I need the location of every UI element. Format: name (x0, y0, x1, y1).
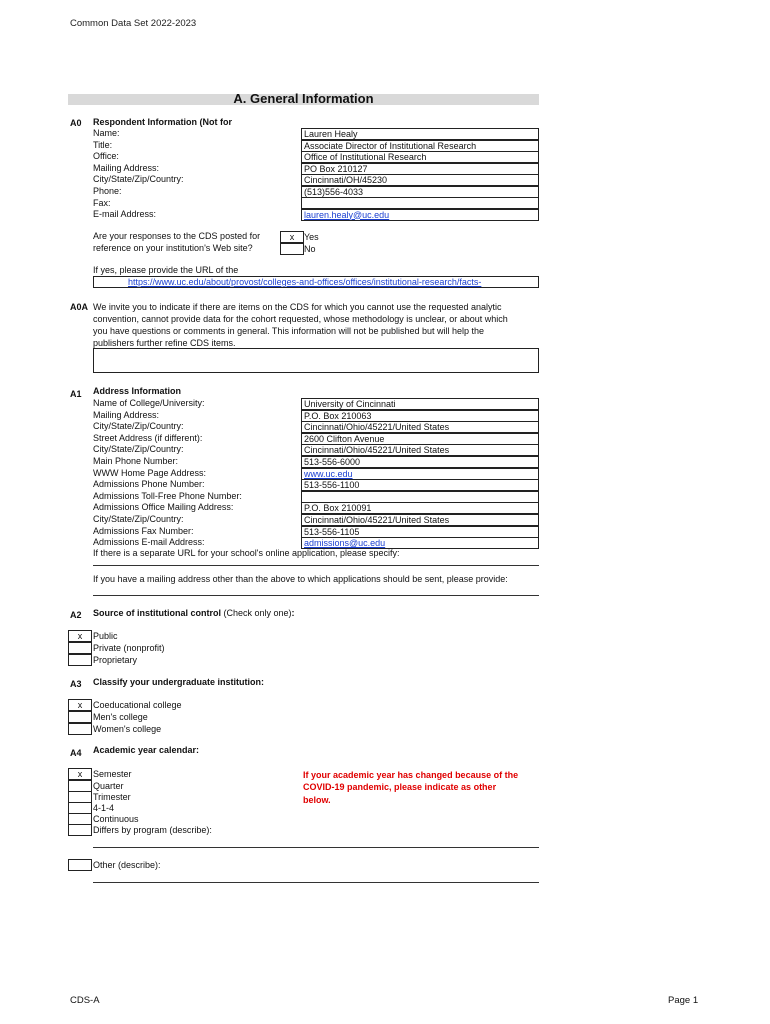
calendar-other-checkbox[interactable] (68, 859, 92, 871)
a0-label: City/State/Zip/Country: (93, 174, 184, 185)
a0a-line4: publishers further refine CDS items. (93, 338, 236, 348)
posted-question-line1: Are your responses to the CDS posted for (93, 231, 261, 241)
a1-fax-field[interactable]: 513-556-1105 (301, 526, 539, 538)
a1-main-phone-field[interactable]: 513-556-6000 (301, 456, 539, 468)
a1-label: City/State/Zip/Country: (93, 421, 184, 432)
a0a-code: A0A (70, 302, 89, 312)
a1-label: Main Phone Number: (93, 455, 179, 466)
a4-heading: Academic year calendar: (93, 745, 200, 755)
a2-colon: : (291, 608, 295, 618)
alt-address-line[interactable] (93, 595, 539, 596)
a1-city-field[interactable]: Cincinnati/Ohio/45221/United States (301, 421, 539, 433)
a0-labels (93, 128, 184, 221)
a0a-line3: you have questions or comments in general. This information will not be published but will help the (93, 326, 485, 336)
calendar-continuous-label: Continuous (93, 814, 139, 824)
a1-heading: Address Information (93, 386, 182, 396)
posted-question-line2: reference on your institution's Web site? (93, 243, 253, 253)
a1-label: Street Address (if different): (93, 432, 203, 443)
a0-label: Office: (93, 151, 119, 162)
posted-yes-label: Yes (304, 232, 319, 242)
a1-www-field[interactable]: www.uc.edu (301, 468, 539, 480)
a1-admissions-email-field[interactable]: admissions@uc.edu (301, 537, 539, 549)
control-public-label: Public (93, 631, 118, 641)
control-private-checkbox[interactable] (68, 642, 92, 654)
calendar-other-label: Other (describe): (93, 860, 161, 870)
other-describe-line[interactable] (93, 882, 539, 883)
footer-page-number: Page 1 (668, 995, 699, 1006)
coed-label: Coeducational college (93, 700, 182, 710)
url-prompt: If yes, please provide the URL of the (93, 265, 239, 275)
online-application-prompt: If there is a separate URL for your school's online application, please specify: (93, 548, 400, 558)
a0-label: Name: (93, 128, 120, 138)
a0-label: Mailing Address: (93, 162, 160, 173)
covid-note-line1: If your academic year has changed because of the (303, 770, 519, 780)
a0-email-field[interactable]: lauren.healy@uc.edu (301, 209, 539, 221)
cds-url-field[interactable]: https://www.uc.edu/about/provost/colleges-and-offices/offices/institutional-research/facts- (93, 276, 539, 288)
a0-fax-field[interactable] (301, 197, 539, 209)
a1-admissions-city-field[interactable]: Cincinnati/Ohio/45221/United States (301, 514, 539, 526)
coed-checkbox[interactable]: x (68, 699, 92, 711)
a2-heading-line (93, 608, 295, 618)
control-proprietary-label: Proprietary (93, 655, 138, 665)
calendar-semester-checkbox[interactable]: x (68, 768, 92, 780)
a1-label: Admissions Toll-Free Phone Number: (93, 490, 242, 501)
a0-label: Title: (93, 139, 113, 150)
a1-admissions-phone-field[interactable]: 513-556-1100 (301, 479, 539, 491)
a0-mailing-field[interactable]: PO Box 210127 (301, 163, 539, 175)
a2-note: (Check only one) (221, 608, 292, 618)
a0-name-field[interactable]: Lauren Healy (301, 128, 539, 140)
calendar-semester-label: Semester (93, 769, 132, 779)
a1-admissions-mailing-field[interactable]: P.O. Box 210091 (301, 502, 539, 514)
a0-code: A0 (70, 118, 82, 128)
alt-address-prompt: If you have a mailing address other than the above to which applications should be sent, please provide: (93, 574, 508, 584)
posted-yes-checkbox[interactable]: x (280, 231, 304, 243)
a2-code: A2 (70, 610, 82, 620)
a0-city-field[interactable]: Cincinnati/OH/45230 (301, 174, 539, 186)
a0a-line2: convention, cannot provide data for the cohort requested, whose methodology is unclear, or about which (93, 314, 508, 324)
womens-college-label: Women's college (93, 724, 162, 734)
mens-college-label: Men's college (93, 712, 148, 722)
a3-code: A3 (70, 679, 82, 689)
covid-note-line2: COVID-19 pandemic, please indicate as other (303, 782, 497, 792)
calendar-trimester-label: Trimester (93, 792, 131, 802)
a0a-comments-box[interactable] (93, 348, 539, 373)
calendar-414-label: 4-1-4 (93, 803, 115, 813)
a1-street-city-field[interactable]: Cincinnati/Ohio/45221/United States (301, 444, 539, 456)
posted-no-label: No (304, 244, 316, 254)
a1-labels (93, 398, 242, 549)
differs-describe-line[interactable] (93, 847, 539, 848)
a2-heading: Source of institutional control (93, 608, 221, 618)
document-header: Common Data Set 2022-2023 (70, 18, 197, 29)
a0-title-field[interactable]: Associate Director of Institutional Research (301, 140, 539, 152)
a1-mailing-field[interactable]: P.O. Box 210063 (301, 410, 539, 422)
a0-label: Phone: (93, 185, 122, 196)
calendar-differs-label: Differs by program (describe): (93, 825, 212, 835)
a0-label: Fax: (93, 197, 111, 208)
footer-section-code: CDS-A (70, 995, 100, 1006)
mens-college-checkbox[interactable] (68, 711, 92, 723)
a1-code: A1 (70, 389, 82, 399)
a1-college-name-field[interactable]: University of Cincinnati (301, 398, 539, 410)
a1-label: Admissions Office Mailing Address: (93, 502, 234, 513)
a1-label: City/State/Zip/Country: (93, 513, 184, 524)
a1-tollfree-field[interactable] (301, 491, 539, 503)
a0-office-field[interactable]: Office of Institutional Research (301, 151, 539, 163)
control-public-checkbox[interactable]: x (68, 630, 92, 642)
control-private-label: Private (nonprofit) (93, 643, 165, 653)
calendar-quarter-label: Quarter (93, 781, 124, 791)
a1-label: Admissions Phone Number: (93, 479, 205, 490)
a0a-line1: We invite you to indicate if there are items on the CDS for which you cannot use the requested analytic (93, 302, 502, 312)
a0-phone-field[interactable]: (513)556-4033 (301, 186, 539, 198)
a1-label: Mailing Address: (93, 409, 160, 420)
a0-label: E-mail Address: (93, 209, 157, 220)
a1-street-field[interactable]: 2600 Clifton Avenue (301, 433, 539, 445)
a3-heading: Classify your undergraduate institution: (93, 677, 265, 687)
a1-label: Admissions E-mail Address: (93, 537, 205, 548)
calendar-differs-checkbox[interactable] (68, 824, 92, 836)
control-proprietary-checkbox[interactable] (68, 654, 92, 666)
a0-heading: Respondent Information (Not for (93, 117, 232, 127)
section-title: A. General Information (233, 91, 374, 106)
covid-note-line3: below. (303, 795, 331, 805)
womens-college-checkbox[interactable] (68, 723, 92, 735)
a4-code: A4 (70, 748, 82, 758)
a1-label: WWW Home Page Address: (93, 467, 207, 478)
a1-label: Admissions Fax Number: (93, 525, 194, 536)
a1-label: Name of College/University: (93, 398, 205, 408)
a1-label: City/State/Zip/Country: (93, 444, 184, 455)
posted-no-checkbox[interactable] (280, 243, 304, 255)
online-application-line[interactable] (93, 565, 539, 566)
